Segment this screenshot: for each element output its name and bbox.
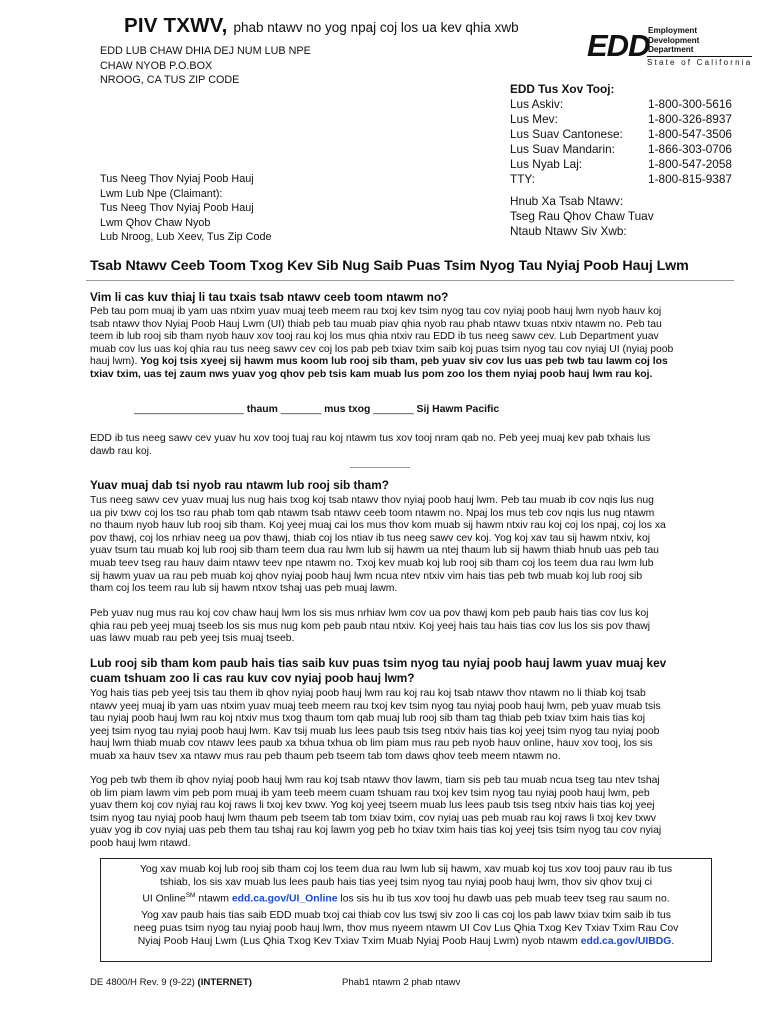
logo-line-1: Employment — [648, 26, 698, 35]
logo-state: State of California — [647, 58, 753, 67]
hearing-schedule-line — [134, 404, 499, 417]
claimant-line: Tus Neeg Thov Nyiaj Poob Hauj — [100, 173, 254, 185]
short-divider — [350, 467, 410, 468]
phone-row — [510, 172, 732, 187]
text-line: Peb yuav nug mus rau koj cov chaw hauj lwm los sis mus nrhiav lwm cov ua pov thawj kom peb paub hais tias cov lus koj — [90, 608, 649, 619]
date-blank: ___________________ — [134, 404, 244, 415]
text-line — [90, 369, 730, 382]
text-line: muab teev tseg rau hauv daim ntawv teev npe ntawm no. Txoj kev muab koj lub rooj sib tham coj los teem dua rau lwm lub — [90, 557, 654, 569]
phone-label: Lus Mev: — [510, 112, 558, 126]
service-mark: SM — [185, 892, 196, 899]
heading-line: Lub rooj sib tham kom paub hais tias saib kuv puas tsim nyog tau nyiaj poob hauj lawm yuav muaj kev — [90, 656, 667, 670]
claimant-line: Lwm Qhov Chaw Nyob — [100, 216, 211, 229]
text-line: Peb tau pom muaj ib yam uas ntxim yuav muaj teeb meem rau txoj kev tsim nyog tau cov nyiaj poob hauj lwm nyob hauv koj — [90, 306, 662, 317]
logo-line-3: Department — [648, 45, 694, 54]
text-line: muab xa hauv tsev xa ntawv mus rau peb thaum peb tseem tab tom daws qhov teeb meem ntawm no. — [90, 750, 561, 762]
text-line: yuav them koj cov nyiaj rau koj raws li txoj kev txwv. Yog koj yeej tseem muab lus lees paub tsis tseg ntxiv hais tias koj yeej — [90, 800, 655, 812]
logo-line-2: Development — [648, 35, 700, 45]
mail-date-line: Hnub Xa Tsab Ntawv: — [510, 194, 624, 208]
text-run: hauj lwm). — [90, 356, 141, 368]
section-paragraph — [90, 495, 730, 596]
text-run: . — [671, 936, 675, 948]
text-run: los sis hu ib tus xov tooj hu dawb uas peb muab teev tseg rau saum no. — [337, 893, 670, 905]
phone-label: TTY: — [510, 172, 535, 186]
text-line: Yog peb twb them ib qhov nyiaj poob hauj lwm rau koj tsab ntawv thov lawm, tiam sis peb tau muab ncua tseg tau ntev tshaj — [90, 775, 660, 786]
edd-address-line: NROOG, CA TUS ZIP CODE — [100, 74, 240, 86]
text-line: hauj lwm thiab muab cov ntawv lees paub xa txhua txhua ob lim piam mus rau peb nyob hauv online, hauv xov tooj, los sis — [90, 738, 653, 750]
text-line: Yog hais tias peb yeej tsis tau them ib qhov nyiaj poob hauj lwm rau koj rau koj tsab ntawv thov ntawm no li thiab koj tsab — [90, 688, 646, 699]
edd-address — [100, 44, 311, 88]
claimant-line: Lub Nroog, Lub Xeev, Tus Zip Code — [100, 231, 272, 243]
text-line: EDD ib tus neeg sawv cev yuav hu xov tooj tuaj rau koj ntawm tus xov tooj nram qab no. Peb yeej muaj kev pab txhais lus — [90, 433, 651, 444]
section-paragraph — [90, 688, 730, 764]
logo-mark: EDD — [587, 28, 650, 63]
form-tag: (INTERNET) — [197, 977, 252, 988]
phone-number: 1-800-547-2058 — [648, 157, 732, 171]
divider — [86, 280, 734, 281]
phone-label: Lus Suav Mandarin: — [510, 142, 615, 156]
page-title — [124, 14, 519, 38]
mail-date-block — [510, 194, 654, 239]
text-line: pov thawj, coj los nrhiav neeg ua pov thawj, thiab coj los ntiav ib tus neeg sawv cev koj. Yog koj xav tau sij hawm ntxiv, koj — [90, 532, 651, 544]
document-title: Tsab Ntawv Ceeb Toom Txog Kev Sib Nug Saib Puas Tsim Nyog Tau Nyiaj Poob Hauj Lwm — [90, 258, 689, 274]
page-number: Phab1 ntawm 2 phab ntawv — [342, 977, 461, 988]
text-line: sij hawm yuav ua rau peb muab koj qhov nyiaj poob hauj lwm ncua ntev ntxiv vim hais tias peb twb muab koj lub rooj sib — [90, 570, 643, 582]
text-line: poob hauj lwm ntawd. — [90, 837, 191, 849]
uibdg-link[interactable]: edd.ca.gov/UIBDG — [580, 936, 672, 948]
mail-date-line: Ntaub Ntawv Siv Xwb: — [510, 224, 627, 238]
phone-row — [510, 142, 732, 157]
text-run: ntawm — [195, 893, 232, 905]
edd-address-line: EDD LUB CHAW DHIA DEJ NUM LUB NPE — [100, 45, 311, 57]
notice-paragraph — [107, 863, 705, 905]
text-line: yuav tsum tau muab koj lub rooj sib tham teem dua rau lwm lub sij hawm ua ntej thaum lub sij hawm thiab hnub uas peb tau — [90, 545, 659, 557]
section-paragraph — [90, 608, 730, 646]
text-run: neeg puas tsim nyog tau nyiaj poob hauj lwm, thov mus nyeem ntawm UI Cov Lus Qhia Txog Kev Txiav Txim Rau Cov — [133, 923, 679, 935]
text-line: yuav yog ib cov nyiaj uas peb them tau tshaj rau koj lawm yog peb ho txiav txim hais tias koj yeej tsis tsim nyog tau cov nyiaj — [90, 825, 662, 837]
text-line: tsim nyog tau nyiaj poob hauj lwm thaum peb tseem tab tom txiav txim, cov nyiaj uas peb muab rau koj raws li txoj kev txwv — [90, 812, 656, 824]
text-line: tau nyiaj poob hauj lwm rau koj ntxiv mus txog thaum tom qab muaj lub rooj sib tham tag thiab peb txiav txim hais tias koj — [90, 713, 646, 725]
claimant-line: Tus Neeg Thov Nyiaj Poob Hauj — [100, 202, 254, 214]
text-run: tshiab, los sis xav muab lus lees paub hais tias yeej tsim nyog tau nyiaj poob hauj lwm, thov siv qhov txuj ci — [159, 877, 653, 888]
phone-label: Lus Askiv: — [510, 97, 564, 111]
form-number: DE 4800/H Rev. 9 (9-22) — [90, 977, 195, 988]
phone-number: 1-800-815-9387 — [648, 172, 732, 186]
section-heading: Yuav muaj dab tsi nyob rau ntawm lub rooj sib tham? — [90, 478, 389, 492]
text-line: dawb rau koj. — [90, 445, 152, 457]
phone-label: Lus Nyab Laj: — [510, 157, 583, 171]
phone-row — [510, 127, 732, 142]
section-heading — [90, 656, 666, 686]
phone-number: 1-866-303-0706 — [648, 142, 732, 156]
title-subtitle: phab ntawv no yog npaj coj los ua kev qhia xwb — [233, 20, 519, 35]
fill-label: thaum — [246, 404, 278, 415]
phone-number: 1-800-300-5616 — [648, 97, 732, 111]
section-paragraph — [90, 775, 730, 851]
text-line: uas lawv muab rau peb yeej tsis muaj tseeb. — [90, 633, 295, 645]
phone-row — [510, 112, 732, 127]
end-time-blank: _______ — [373, 404, 414, 415]
logo-words — [648, 26, 699, 55]
phone-row — [510, 157, 732, 172]
claimant-address — [100, 172, 271, 245]
start-time-blank: _______ — [280, 404, 322, 415]
phone-number: 1-800-547-3506 — [648, 127, 732, 141]
section-paragraph — [90, 433, 730, 458]
text-line: teem ib lub rooj sib tham nyob hauv xov tooj rau koj los mus qhia ntxiv rau EDD ib tus neeg sawv cev. Lub Department yuav — [90, 331, 659, 343]
timezone-label: Sij Hawm Pacific — [416, 404, 500, 415]
text-line: ua piv txwv coj los tso rau phab tom qab ntawm tsab ntawv ceeb toom ntawm no. Npaj los mus teb cov nqis lus nug ntawm — [90, 507, 655, 519]
notice-paragraph — [107, 909, 705, 948]
section-paragraph — [90, 306, 730, 382]
phone-label: Lus Suav Cantonese: — [510, 127, 623, 141]
text-line: ntawv yeej muaj ib yam uas ntxim yuav muaj teeb meem rau txoj kev tsim nyog tau nyiaj poob hauj lwm, peb yuav muab tsis — [90, 700, 661, 712]
mail-date-line: Tseg Rau Qhov Chaw Tuav — [510, 209, 654, 223]
bold-text: txiav txim, uas tej zaum nws yuav yog qhov peb tsis kam muab lus pom zoo los them nyiaj poob hauj lwm rau koj. — [90, 368, 653, 380]
title-main: PIV TXWV, — [124, 14, 228, 37]
text-line: yeej tsim nyog tau nyiaj poob hauj lwm. Kav tsij muab lus lees paub tsis tseg ntxiv hais tias koj yeej tsim nyog tau nyiaj poob — [90, 725, 660, 737]
phone-row — [510, 97, 732, 112]
phone-number: 1-800-326-8937 — [648, 112, 732, 126]
text-run: Yog xav paub hais tias saib EDD muab txoj cai thiab cov lus tswj siv zoo li cas coj los pab lawv txiav txim saib ib tus — [141, 910, 671, 922]
text-run: Nyiaj Poob Hauj Lwm (Lus Qhia Txog Kev Txiav Txim Muab Nyiaj Poob Hauj Lwm) nyob ntawm — [137, 936, 581, 948]
claimant-line: Lwm Lub Npe (Claimant): — [100, 187, 223, 200]
edd-address-line: CHAW NYOB P.O.BOX — [100, 59, 213, 72]
text-line: tham coj los teem rau lub sij hawm ntxov tshaj uas peb muaj lawm. — [90, 583, 398, 595]
text-line: no thaum nyob hauv lub rooj sib tham. Koj yeej muaj cai los mus thov kom muab sij hawm ntxiv rau koj coj los npaj, coj los xa — [90, 520, 666, 532]
text-line: qhia rau peb yeej muaj tseeb los sis mus nug kom peb paub ntau ntxiv. Koj yeej hais tau hais tias cov lus los sis pov thawj — [90, 620, 651, 632]
heading-line: cuam tshuam zoo li cas rau kuv cov nyiaj poob hauj lwm? — [90, 671, 415, 685]
text-line: ob lim piam lawm vim peb pom muaj ib yam teeb meem cuam tshuam rau txoj kev tsim nyog tau nyiaj poob hauj lwm, peb — [90, 787, 650, 799]
text-line: tsab ntawv thov Nyiaj Poob Hauj Lwm (UI) thiab peb tau muab piav qhia nyob rau phab ntawv txuas ntxiv ntawm no. Peb tau — [90, 318, 662, 330]
notice-box — [100, 858, 712, 962]
text-line: Tus neeg sawv cev yuav muaj lus nug hais txog koj tsab ntawv thov nyiaj poob hauj lwm. Peb tau muab ib cov nqis lus nug — [90, 495, 654, 506]
edd-logo — [587, 26, 753, 68]
bold-text: Yog koj tsis xyeej sij hawm mus koom lub rooj sib tham, peb yuav siv cov lus uas peb twb tau lawm coj los — [140, 356, 668, 368]
form-id — [90, 977, 252, 988]
text-line — [90, 356, 730, 369]
text-run: Yog xav muab koj lub rooj sib tham coj los teem dua rau lwm lub sij hawm, xav muab koj tus xov tooj pauv rau ib tus — [139, 864, 673, 875]
text-run: UI Online — [142, 893, 186, 905]
ui-online-link[interactable]: edd.ca.gov/UI_Online — [231, 893, 338, 905]
fill-label: mus txog — [324, 404, 371, 415]
contact-heading: EDD Tus Xov Tooj: — [510, 82, 615, 96]
section-heading: Vim li cas kuv thiaj li tau txais tsab ntawv ceeb toom ntawm no? — [90, 290, 449, 304]
contact-phones — [510, 82, 732, 187]
text-line: muab cov lus uas koj qhia rau tus neeg sawv cev coj los pab peb txiav txim saib koj puas tsim nyog tau cov nyiaj UI (nyiaj poob — [90, 343, 674, 355]
